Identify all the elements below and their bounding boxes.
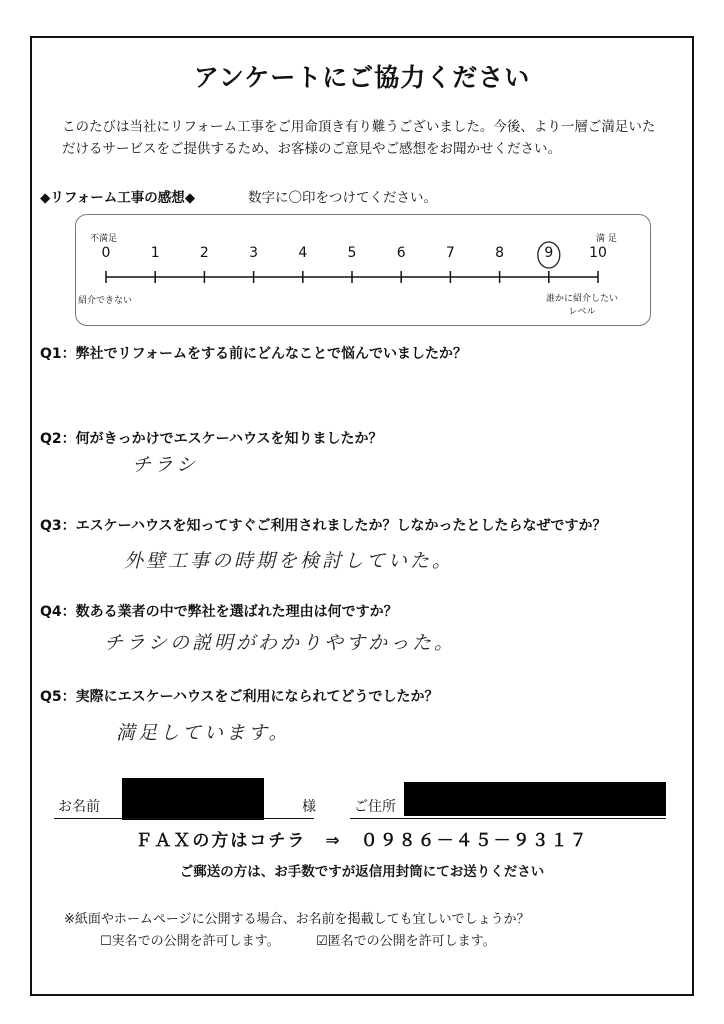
scale-number-6[interactable]: 6 bbox=[396, 245, 406, 261]
question-2: Q2：何がきっかけでエスケーハウスを知りましたか？ bbox=[40, 431, 383, 447]
name-label: お名前 bbox=[58, 799, 100, 815]
question-4: Q4：数ある業者の中で弊社を選ばれた理由は何ですか？ bbox=[40, 604, 398, 620]
sama-label: 様 bbox=[302, 799, 316, 815]
address-redaction bbox=[404, 782, 666, 816]
satisfaction-scale bbox=[75, 214, 651, 326]
publish-question: ※紙面やホームページに公開する場合、お名前を掲載しても宜しいでしょうか？ bbox=[64, 912, 530, 927]
scale-number-0[interactable]: 0 bbox=[101, 245, 111, 261]
fax-number: ＦＡＸの方はコチラ ⇒ ０９８６－４５－９３１７ bbox=[135, 831, 589, 851]
scale-number-3[interactable]: 3 bbox=[249, 245, 259, 261]
option-anon-label: 匿名での公開を許可します。 bbox=[327, 934, 496, 949]
selected-circle bbox=[538, 242, 560, 268]
intro-text: このたびは当社にリフォーム工事をご用命頂き有り難うございました。今後、より一層ご満足いただけるサービスをご提供するため、お客様のご意見やご感想をお聞かせください。 bbox=[62, 119, 656, 157]
question-1: Q1：弊社でリフォームをする前にどんなことで悩んでいましたか？ bbox=[40, 346, 467, 362]
answer-5[interactable]: 満足しています。 bbox=[116, 722, 291, 744]
question-3: Q3：エスケーハウスを知ってすぐご利用されましたか？しなかったとしたらなぜですか？ bbox=[40, 518, 607, 534]
answer-2[interactable]: チラシ bbox=[132, 454, 199, 476]
scale-number-4[interactable]: 4 bbox=[298, 245, 308, 261]
scale-number-2[interactable]: 2 bbox=[199, 245, 209, 261]
option-real[interactable] bbox=[100, 930, 280, 949]
address-label: ご住所 bbox=[354, 799, 396, 815]
question-5: Q5：実際にエスケーハウスをご利用になられてどうでしたか？ bbox=[40, 689, 439, 705]
answer-3[interactable]: 外壁工事の時期を検討していた。 bbox=[124, 550, 455, 572]
scale-number-8[interactable]: 8 bbox=[495, 245, 505, 261]
name-redaction bbox=[122, 778, 264, 820]
page-title: アンケートにご協力ください bbox=[193, 63, 531, 92]
scale-number-9[interactable]: 9 bbox=[544, 245, 554, 261]
answer-4[interactable]: チラシの説明がわかりやすかった。 bbox=[104, 632, 457, 654]
checkbox-real[interactable]: ☐ bbox=[100, 934, 112, 949]
checkbox-anon[interactable]: ☑ bbox=[316, 934, 328, 949]
section-instruction: 数字に〇印をつけてください。 bbox=[248, 190, 437, 206]
option-anon[interactable] bbox=[316, 930, 496, 949]
scale-left-bottom: 紹介できない bbox=[78, 296, 133, 306]
mail-note: ご郵送の方は、お手数ですが返信用封筒にてお送りください bbox=[179, 864, 545, 880]
scale-left-label: 不満足 bbox=[90, 234, 118, 244]
scale-number-1[interactable]: 1 bbox=[150, 245, 160, 261]
scale-right-bottom: 誰かに紹介したい レベル bbox=[546, 294, 619, 317]
scale-right-label: 満 足 bbox=[596, 234, 617, 244]
name-underline bbox=[54, 818, 314, 819]
address-underline bbox=[350, 818, 666, 819]
section-heading: ◆リフォーム工事の感想◆ bbox=[40, 190, 196, 206]
scale-number-10[interactable]: 10 bbox=[589, 245, 607, 261]
scale-number-7[interactable]: 7 bbox=[445, 245, 455, 261]
survey-form bbox=[30, 36, 694, 996]
scale-number-5[interactable]: 5 bbox=[347, 245, 357, 261]
option-real-label: 実名での公開を許可します。 bbox=[111, 934, 280, 949]
